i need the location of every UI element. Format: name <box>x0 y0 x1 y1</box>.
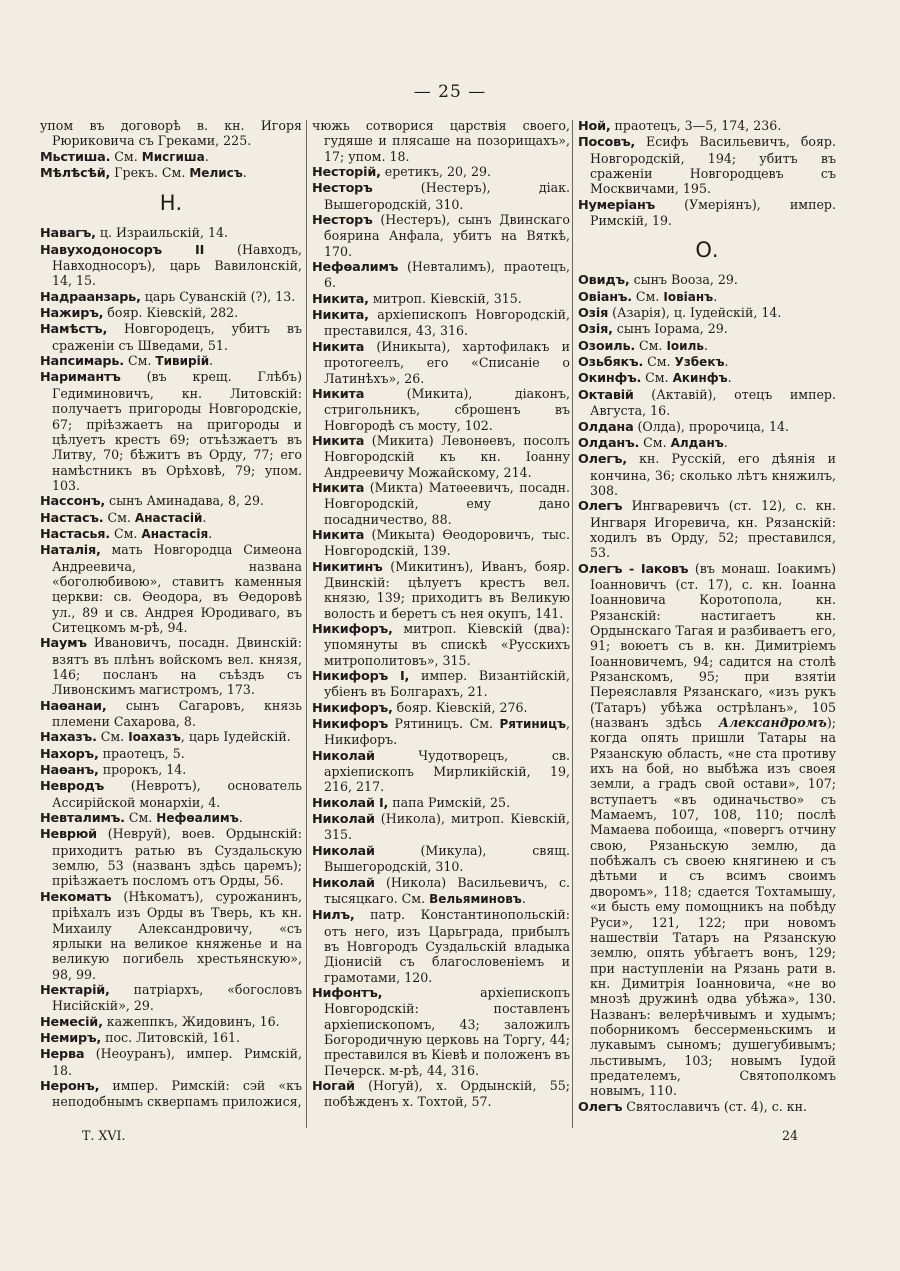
entry-headword: Надраанзарь, <box>40 289 141 305</box>
index-entry <box>40 118 302 149</box>
entry-text: пророкъ, 14. <box>98 762 187 778</box>
index-entry <box>312 480 570 527</box>
entry-text: Ивановичъ, посадн. Двинскій: взятъ въ плѣнъ войскомъ вел. князя, 146; посланъ на съѣздъ съ Ливонскимъ магистромъ, 173. <box>52 635 302 698</box>
entry-italic-name: Александромъ <box>718 715 827 731</box>
entry-headword: Немесій, <box>40 1014 103 1030</box>
entry-headword: Никита <box>312 527 365 543</box>
index-entry <box>312 795 570 811</box>
entry-text: (Актавій), отецъ импер. Августа, 16. <box>590 386 836 419</box>
entry-text-tail: . <box>713 288 718 304</box>
index-entry <box>312 621 570 668</box>
cross-reference: Вельяминовъ <box>429 891 522 906</box>
entry-headword: Наримантъ <box>40 370 121 386</box>
entry-headword: Напсимарь. <box>40 354 124 370</box>
entry-text: Есифъ Васильевичъ, бояр. Новгородскій, 194; убитъ въ сраженіи Новгородцевъ съ Москвичами, 195. <box>590 134 836 197</box>
entry-headword: Никита, <box>312 291 369 307</box>
index-entry <box>40 982 302 1014</box>
entry-text: сынъ Іорама, 29. <box>612 321 728 337</box>
entry-text-tail: . <box>727 370 732 386</box>
volume-mark: Т. XVI. <box>82 1128 126 1143</box>
entry-text-tail: . <box>202 509 207 525</box>
entry-text: кн. Русскій, его дѣянія и кончина, 36; сколько лѣтъ княжилъ, 308. <box>590 451 836 498</box>
entry-text: чюжь сотворися царствія своего, гудяше и плясаше на позорищахъ», 17; упом. 18. <box>312 118 570 164</box>
entry-headword: Несторъ <box>312 181 373 197</box>
cross-reference: Узбекъ <box>674 355 725 370</box>
index-entry <box>40 542 302 635</box>
index-entry <box>40 729 302 745</box>
entry-headword: Олдана <box>578 419 634 435</box>
entry-headword: Ногай <box>312 1078 355 1094</box>
index-entry <box>578 197 836 229</box>
entry-headword: Несторій, <box>312 165 381 181</box>
entry-text: (Неоуранъ), импер. Римскій, 18. <box>52 1046 302 1078</box>
index-entry <box>312 212 570 259</box>
cross-reference: Тивирій <box>155 354 210 369</box>
entry-headword: Невродъ <box>40 779 104 795</box>
index-entry <box>578 561 836 1099</box>
entry-headword: Настасъ. <box>40 510 104 526</box>
entry-headword: Николай <box>312 843 375 859</box>
index-entry <box>40 149 302 165</box>
entry-text: (Ногуй), х. Ордынскій, 55; побѣжденъ х. Тохтой, 57. <box>324 1077 570 1110</box>
entry-text: (въ крещ. Глѣбъ) Гедиминовичъ, кн. Литовскій: получаетъ пригороды Новгородскіе, 67; пріѣзжаетъ на пригороды и цѣлуетъ крестъ 69; отъѣзжаетъ въ Литву, 70; бѣжитъ въ Орду, 77; его намѣстникъ въ Орѣховѣ, 79; упом. 103. <box>52 369 302 493</box>
cross-reference: Мелисъ <box>189 166 243 181</box>
entry-text: (Невталимъ), праотецъ, 6. <box>324 259 570 291</box>
entry-headword: Наѳанаи, <box>40 698 107 714</box>
entry-text: Чудотворецъ, св. архіепископъ Мирликійскій, 19, 216, 217. <box>324 747 570 795</box>
cross-reference: Алданъ <box>670 435 724 450</box>
entry-text: (Иникыта), хартофилакъ и протогеелъ, его «Списаніе о Латинѣхъ», 26. <box>324 338 570 386</box>
entry-text: (Азарія), ц. Іудейскій, 14. <box>608 305 782 321</box>
index-entry <box>40 698 302 730</box>
index-entry <box>40 493 302 509</box>
entry-text: (Невруй), воев. Ордынскій: приходитъ ратью въ Суздальскую землю, 53 (названъ здѣсь царемъ); пріѣзжаетъ посломъ отъ Орды, 56. <box>52 826 302 889</box>
cross-reference: Анастасій <box>134 510 203 525</box>
cross-reference: Нефѳалимъ <box>156 811 239 826</box>
entry-text: (Микыта) Ѳеодоровичъ, тыс. Новгородскій, 139. <box>324 526 570 559</box>
entry-headword: Наѳанъ, <box>40 763 99 779</box>
entry-text: мать Новгородца Симеона Андреевича, названа «боголюбивою», ставитъ каменныя церкви: св. Ѳеодора, въ Ѳедоровѣ ул., 89 и св. Андрея Юродиваго, въ Ситецкомъ м-рѣ, 94. <box>52 542 302 635</box>
entry-headword: Немиръ, <box>40 1030 102 1046</box>
section-letter: Н. <box>159 191 183 216</box>
index-entry <box>40 635 302 697</box>
entry-headword: Николай <box>312 748 375 764</box>
cross-reference: Анастасія <box>141 526 209 541</box>
entry-text: Рятиницъ. См. <box>388 716 500 732</box>
entry-headword: Невталимъ. <box>40 811 125 827</box>
index-entry <box>40 165 302 181</box>
entry-headword: Неронъ, <box>40 1078 100 1094</box>
index-entry <box>312 748 570 795</box>
index-entry <box>312 291 570 307</box>
index-entry <box>312 527 570 559</box>
entry-text: ); когда опять пришли Татары на Рязанскую область, «не ста противу ихъ на бой, но выбѣжа изъ своея земли, а градъ свой остави», 107; вступаетъ «въ одиначьство» съ Мамаемъ, 107, 108, 110; послѣ Мамаева побоища, «повергъ отчину свою, Рязаньскую землю, да побѣжалъ съ своею княгинею и съ дѣтьми и съ всимъ своимъ дворомъ», 118; сдается Тохтамышу, «и бысть ему помощникъ на побѣду Руси», 121, 122; при новомъ нашествіи Татаръ на Рязанскую землю, опять убѣгаетъ вонъ, 129; при наступленіи на Рязань рати в. кн. Димитрія Іоанновича, «не во мнозѣ дружинѣ одва убѣжа», 130. Названъ: велерѣчивымъ и худымъ; поборникомъ бессерменьскимъ и лукавымъ сыномъ; душегубивымъ; льстивымъ, 103; новымъ Іудой предателемъ, Святополкомъ новымъ, 110. <box>590 715 836 1099</box>
entry-text: импер. Римскій: сэй «къ неподобнымъ скверпамъ приложися, <box>52 1077 302 1110</box>
index-entry <box>578 419 836 435</box>
entry-headword: Навуходоносоръ II <box>40 242 205 258</box>
entry-text: (Олда), пророчица, 14. <box>633 418 789 434</box>
index-entry <box>40 810 302 826</box>
entry-headword: Никита <box>312 386 365 402</box>
entry-text: См. <box>96 729 129 745</box>
index-entry <box>312 716 570 748</box>
entry-text: (Микита) Левонѳевъ, посолъ Новгородскій къ кн. Іоанну Андреевичу Можайскому, 214. <box>324 432 570 480</box>
entry-text-tail: . <box>703 337 708 353</box>
index-entry <box>312 843 570 875</box>
entry-text: патріархъ, «богословъ Нисійскій», 29. <box>52 981 302 1014</box>
entry-headword: Наталія, <box>40 543 101 559</box>
entry-text-tail: . <box>208 525 213 541</box>
index-entry <box>578 354 836 370</box>
entry-text: (Микита), діаконъ, стригольникъ, сброшенъ въ Новгородѣ съ мосту, 102. <box>324 385 570 433</box>
entry-text: См. <box>110 148 142 164</box>
entry-text: кажеппкъ, Жидовинъ, 16. <box>102 1013 280 1029</box>
entry-text: Грекъ. См. <box>110 165 190 181</box>
entry-headword: Нилъ, <box>312 908 355 924</box>
entry-headword: Николай <box>312 875 375 891</box>
entry-text: архіепископъ Новгородскій: поставленъ архіепископомъ, 43; заложилъ Богородичную церковь на Торгу, 44; преставился въ Кіевѣ и положенъ въ Печерск. м-рѣ, 44, 316. <box>324 984 570 1078</box>
entry-text: См. <box>103 509 135 525</box>
entry-headword: Никита <box>312 339 365 355</box>
entry-headword: Нумеріанъ <box>578 197 656 213</box>
column-divider <box>572 120 573 1128</box>
entry-headword: Ной, <box>578 119 611 134</box>
entry-headword: Никита, <box>312 308 369 324</box>
index-entry <box>578 272 836 288</box>
index-entry <box>40 353 302 369</box>
index-entry <box>312 907 570 985</box>
cross-reference: Іовіанъ <box>663 289 714 304</box>
index-entry <box>312 180 570 212</box>
entry-headword: Нассонъ, <box>40 494 106 510</box>
entry-text-tail: . <box>724 354 729 370</box>
index-entry <box>40 242 302 289</box>
index-entry <box>40 746 302 762</box>
index-entry <box>40 289 302 305</box>
index-entry <box>40 762 302 778</box>
index-entry <box>578 498 836 560</box>
entry-text: еретикъ, 20, 29. <box>380 164 492 180</box>
entry-text: царь Суванскій (?), 13. <box>140 288 296 304</box>
entry-text: папа Римскій, 25. <box>388 794 511 810</box>
entry-text: пос. Литовскій, 161. <box>101 1029 241 1045</box>
index-entry <box>40 778 302 810</box>
entry-text: митроп. Кіевскій (два): упомянуты въ спискѣ «Русскихъ митрополитовъ», 315. <box>324 621 570 668</box>
entry-headword: Никифоръ, <box>312 622 393 637</box>
entry-headword: Октавій <box>578 387 634 403</box>
entry-text: упом въ договорѣ в. кн. Игоря Рюриковича съ Греками, 225. <box>40 118 302 149</box>
index-entry <box>578 289 836 305</box>
entry-headword: Никифоръ I, <box>312 669 410 685</box>
index-entry <box>312 386 570 433</box>
index-entry <box>578 1099 836 1115</box>
entry-headword: Никитинъ <box>312 559 383 575</box>
entry-text: См. <box>123 353 156 369</box>
entry-text: См. <box>109 525 142 541</box>
entry-headword: Нектарій, <box>40 982 110 998</box>
entry-text-tail: . <box>723 434 728 450</box>
entry-text: См. <box>631 288 664 304</box>
entry-headword: Олегъ <box>578 1099 623 1115</box>
index-entry <box>578 118 836 134</box>
column-divider <box>306 120 307 1128</box>
index-entry <box>312 700 570 716</box>
entry-headword: Несторъ <box>312 213 373 229</box>
cross-reference: Акинфъ <box>672 371 728 386</box>
index-entry <box>40 889 302 982</box>
entry-headword: Озьбякъ. <box>578 355 644 371</box>
entry-text-tail: . <box>242 165 247 181</box>
entry-headword: Окинфъ. <box>578 371 642 387</box>
entry-text: См. <box>635 337 667 353</box>
index-entry <box>578 435 836 451</box>
column-3 <box>578 118 836 1115</box>
index-entry <box>312 118 570 164</box>
entry-text: (Микула), свящ. Вышегородскій, 310. <box>324 842 570 875</box>
index-entry <box>312 164 570 180</box>
entry-headword: Николай <box>312 812 375 828</box>
entry-text-tail: , Никифоръ. <box>324 716 570 748</box>
entry-text: Новгородецъ, убитъ въ сраженіи съ Шведами, 51. <box>52 321 302 353</box>
cross-reference: Іоахазъ <box>128 730 181 745</box>
entry-text: Ингваревичъ (ст. 12), с. кн. Ингваря Игоревича, кн. Рязанскій: ходилъ въ Орду, 52; преставился, 53. <box>590 498 836 561</box>
cross-reference: Рятиницъ <box>499 717 566 732</box>
entry-headword: Овіанъ. <box>578 289 632 305</box>
entry-text: (Умеріянъ), импер. Римскій, 19. <box>590 196 836 229</box>
entry-headword: Намѣстъ, <box>40 322 108 338</box>
index-entry <box>312 307 570 339</box>
entry-text: патр. Константинопольскій: отъ него, изъ Царьграда, прибылъ въ Новгородъ Суздальскій владыка Діонисій съ благословеніемъ и грамотами, 120. <box>324 907 570 985</box>
index-entry <box>312 433 570 480</box>
entry-headword: Озія <box>578 306 609 322</box>
index-entry <box>40 1078 302 1110</box>
index-entry <box>312 339 570 386</box>
index-entry <box>40 1046 302 1078</box>
index-entry <box>312 259 570 291</box>
entry-headword: Озія, <box>578 322 613 338</box>
entry-text: митроп. Кіевскій, 315. <box>368 290 522 306</box>
entry-headword: Нефѳалимъ <box>312 260 399 276</box>
entry-headword: Неврюй <box>40 827 97 843</box>
entry-text: См. <box>639 434 671 450</box>
page-number: — 25 — <box>413 82 487 102</box>
index-entry <box>40 526 302 542</box>
entry-text-tail: . <box>204 148 209 164</box>
entry-text: (Навходъ, Навходносоръ), царь Вавилонскій, 14, 15. <box>52 241 302 289</box>
entry-headword: Наумъ <box>40 636 87 652</box>
entry-headword: Нерва <box>40 1047 85 1063</box>
column-1 <box>40 118 302 1110</box>
index-entry <box>40 826 302 888</box>
column-2 <box>312 118 570 1110</box>
entry-text: бояр. Кіевскій, 276. <box>392 699 528 715</box>
entry-headword: Нифонтъ, <box>312 985 383 1001</box>
index-entry <box>40 1014 302 1030</box>
index-entry <box>312 668 570 700</box>
entry-text-tail: , царь Іудейскій. <box>180 729 291 745</box>
entry-text: архіепископъ Новгородскій, преставился, 43, 316. <box>324 307 570 339</box>
index-entry <box>312 985 570 1078</box>
index-entry <box>578 305 836 321</box>
entry-headword: Никифоръ, <box>312 700 393 716</box>
index-entry <box>578 451 836 498</box>
entry-text: См. <box>643 354 675 370</box>
entry-headword: Олегъ - Іаковъ <box>578 561 689 577</box>
entry-headword: Мьстиша. <box>40 149 111 165</box>
section-letter: О. <box>695 238 719 263</box>
entry-headword: Нахоръ, <box>40 746 99 762</box>
entry-headword: Никита <box>312 433 365 449</box>
entry-headword: Настасья. <box>40 526 110 542</box>
index-entry <box>578 370 836 386</box>
entry-text: ц. Израильскій, 14. <box>95 225 229 241</box>
entry-headword: Некоматъ <box>40 889 112 905</box>
entry-text: (Невротъ), основатель Ассирійской монархіи, 4. <box>52 778 302 810</box>
index-entry <box>40 225 302 241</box>
entry-headword: Олданъ. <box>578 435 640 451</box>
entry-text: сынъ Сагаровъ, князь племени Сахарова, 8. <box>52 697 302 730</box>
entry-text: сынъ Аминадава, 8, 29. <box>105 493 265 509</box>
index-entry <box>312 559 570 621</box>
entry-text-tail: . <box>209 353 214 369</box>
cross-reference: Мисгиша <box>141 149 205 164</box>
index-entry <box>578 338 836 354</box>
entry-headword: Озоиль. <box>578 338 635 354</box>
entry-text: (Никола), митроп. Кіевскій, 315. <box>324 811 570 843</box>
entry-headword: Посовъ, <box>578 135 636 151</box>
entry-headword: Нахазъ. <box>40 730 97 746</box>
entry-headword: Николай I, <box>312 795 389 811</box>
entry-text: (Нѣкоматъ), сурожанинъ, пріѣхалъ изъ Орды въ Тверь, къ кн. Михаилу Александровичу, «съ ярлыки на великое княженье и на великую погибель хрестьянскую», 98, 99. <box>52 888 302 982</box>
entry-text: Святославичъ (ст. 4), с. кн. <box>622 1098 808 1114</box>
entry-text: сынъ Вооза, 29. <box>629 272 738 288</box>
entry-headword: Овидъ, <box>578 273 630 289</box>
entry-text: (Нестеръ), діак. Вышегородскій, 310. <box>324 180 570 212</box>
index-entry <box>578 387 836 419</box>
entry-text: бояр. Кіевскій, 282. <box>103 305 239 321</box>
entry-text-tail: . <box>238 810 243 826</box>
entry-text: праотецъ, 5. <box>98 745 185 761</box>
index-entry <box>40 1030 302 1046</box>
index-entry <box>40 369 302 493</box>
index-entry <box>578 321 836 337</box>
entry-text: (Микта) Матѳеевичъ, посадн. Новгородскій, ему дано посадничество, 88. <box>324 479 570 527</box>
index-entry <box>40 510 302 526</box>
entry-text: См. <box>641 370 673 386</box>
index-entry <box>312 1078 570 1110</box>
cross-reference: Іоиль <box>666 338 704 353</box>
entry-text: (Микитинъ), Иванъ, бояр. Двинскій: цѣлуетъ крестъ вел. князю, 139; приходитъ въ Великую волость и беретъ съ нея окупъ, 141. <box>324 558 570 621</box>
entry-headword: Олегъ, <box>578 452 627 468</box>
entry-text-tail: . <box>521 890 526 906</box>
entry-headword: Никифоръ <box>312 717 388 733</box>
entry-headword: Нажиръ, <box>40 306 104 322</box>
entry-headword: Мѣлѣсѣй, <box>40 166 111 182</box>
index-entry <box>578 134 836 196</box>
entry-headword: Навагъ, <box>40 226 96 242</box>
signature-mark: 24 <box>782 1128 799 1143</box>
index-entry <box>312 875 570 908</box>
entry-text: (Никола) Васильевичъ, с. тысяцкаго. См. <box>324 874 570 906</box>
entry-text: (Нестеръ), сынъ Двинскаго боярина Анфала, убитъ на Вяткѣ, 170. <box>324 212 570 259</box>
index-entry <box>312 811 570 843</box>
index-entry <box>40 305 302 321</box>
entry-text: (въ монаш. Іоакимъ) Іоанновичъ (ст. 17), с. кн. Іоанна Іоанновича Коротопола, кн. Рязанскій: настигаетъ кн. Ордынскаго Тагая и разбиваетъ его, 91; воюетъ съ в. кн. Димитріемъ Іоанновичемъ, 94; садится на столѣ Рязанскомъ, 95; при взятіи Переяславля Рязанскаго, «изъ рукъ (Татаръ) убѣжа острѣланъ», 105 (названъ здѣсь <box>590 560 836 731</box>
entry-text: импер. Византійскій, убіенъ въ Болгарахъ, 21. <box>324 668 570 700</box>
entry-text: праотецъ, 3—5, 174, 236. <box>610 118 782 133</box>
index-entry <box>40 321 302 353</box>
entry-headword: Олегъ <box>578 499 623 515</box>
entry-headword: Никита <box>312 480 365 496</box>
entry-text: См. <box>124 810 157 826</box>
